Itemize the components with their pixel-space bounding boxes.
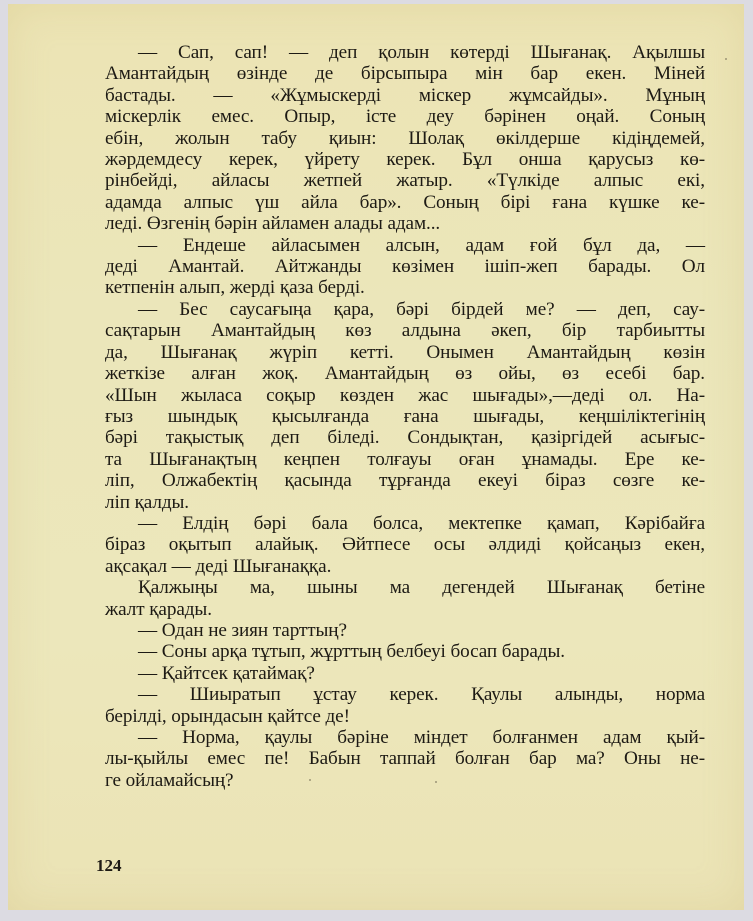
paragraph — [105, 727, 705, 791]
text-line: — Қайтсек қатаймақ? — [138, 662, 315, 684]
book-page — [8, 4, 744, 910]
paragraph — [105, 684, 705, 727]
text-line: ақсақал — деді Шығанаққа. — [105, 555, 332, 577]
paragraph — [105, 42, 705, 235]
text-line: рінбейді, айласы жетпей жатыр. «Түлкіде алпыс екі, — [105, 170, 705, 192]
text-line: — Елдің бәрі бала болса, мектепке қамап, Кәрібайға — [138, 512, 705, 534]
text-line: — Норма, қаулы бәріне міндет болғанмен адам қый- — [138, 727, 705, 748]
paragraph — [105, 620, 705, 641]
text-line: «Шын жыласа соқыр көзден жас шығады»,—деді ол. На- — [105, 384, 705, 406]
paragraph — [105, 513, 705, 577]
text-line: бастады. — «Жұмыскерді міскер жұмсайды». Мұның — [105, 84, 705, 106]
text-line: адамда алпыс үш айла бар». Соның бірі ғана күшке ке- — [105, 191, 705, 213]
text-line: Қалжыңы ма, шыны ма дегендей Шығанақ бетіне — [138, 577, 705, 599]
text-line: та Шығанақтың кеңпен толғауы оған ұнамады. Ере ке- — [105, 448, 705, 470]
text-line: міскерлік емес. Опыр, істе деу бәрінен оңай. Соның — [105, 106, 705, 128]
text-line: — Шиыратып ұстау керек. Қаулы алынды, норма — [138, 684, 705, 706]
text-line: — Одан не зиян тарттың? — [138, 619, 347, 641]
text-line: ге ойламайсың? — [105, 769, 234, 791]
text-line: берілді, орындасын қайтсе де! — [105, 705, 350, 727]
text-line: сақтарын Амантайдың көз алдына әкеп, бір тарбиытты — [105, 320, 705, 342]
text-line: — Бес саусағыңа қара, бәрі бірдей ме? — деп, сау- — [138, 298, 705, 320]
paragraph — [105, 299, 705, 513]
text-line: деді Амантай. Айтжанды көзімен ішіп-жеп барады. Ол — [105, 256, 705, 278]
paragraph — [105, 663, 705, 684]
paragraph — [105, 235, 705, 299]
paragraph — [105, 577, 705, 620]
text-line: ліп қалды. — [105, 491, 190, 513]
text-line: Амантайдың өзінде де бірсыпыра мін бар екен. Міней — [105, 63, 705, 85]
paragraph — [105, 641, 705, 662]
text-line: ебін, жолын табу қиын: Шолақ өкілдерше кідіңдемей, — [105, 127, 705, 149]
text-line: жәрдемдесу керек, үйрету керек. Бұл онша қарусыз кө- — [105, 149, 705, 171]
text-line: жеткізе алған жоқ. Амантайдың өз ойы, өз есебі бар. — [105, 363, 705, 385]
text-line: да, Шығанақ жүріп кетті. Онымен Амантайдың көзін — [105, 341, 705, 363]
text-line: жалт қарады. — [105, 598, 212, 620]
text-line: кетпенін алып, жерді қаза берді. — [105, 277, 365, 299]
text-line: — Ендеше айласымен алсын, адам ғой бұл да, — — [138, 234, 705, 256]
text-line: — Сап, сап! — деп қолын көтерді Шығанақ. Ақылшы — [138, 42, 705, 63]
text-line: бәрі тақыстық деп біледі. Сондықтан, қазіргідей асығыс- — [105, 427, 705, 449]
text-line: лы-қыйлы емес пе! Бабын таппай болған бар ма? Оны не- — [105, 748, 705, 770]
text-line: ғыз шындық қысылғанда ғана шығады, кеңшіліктегінің — [105, 405, 705, 427]
page-number: 124 — [96, 856, 122, 875]
text-line: біраз оқытып алайық. Әйтпесе осы әлдиді қойсаңыз екен, — [105, 534, 705, 556]
text-line: леді. Өзгенің бәрін айламен алады адам... — [105, 213, 441, 235]
text-line: — Соны арқа тұтып, жұрттың белбеуі босап барады. — [138, 641, 565, 663]
paper-speck — [725, 58, 727, 60]
body-text — [105, 42, 705, 791]
text-line: ліп, Олжабектің қасында тұрғанда екеуі біраз сөзге ке- — [105, 470, 705, 492]
